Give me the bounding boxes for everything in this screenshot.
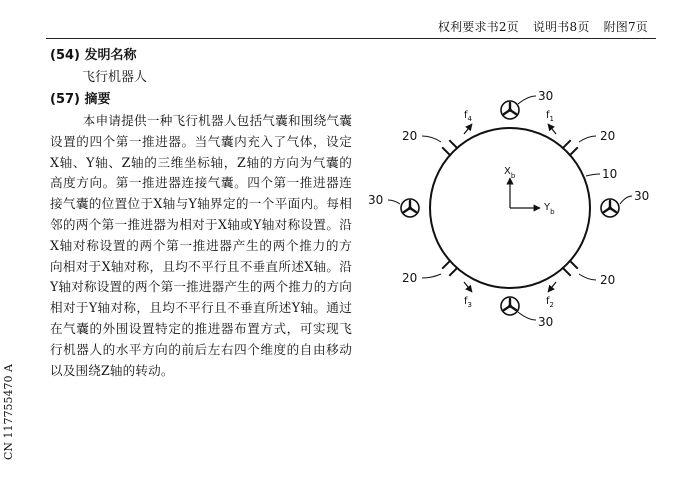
leader-line xyxy=(620,196,632,204)
force-arrow-f4 xyxy=(464,124,472,134)
robot-schematic-figure xyxy=(360,80,660,340)
drawings-pages: 附图7页 xyxy=(603,20,648,34)
claims-pages: 权利要求书2页 xyxy=(437,20,519,34)
fan-label: 30 xyxy=(538,89,554,103)
description-pages: 说明书8页 xyxy=(532,20,590,34)
invention-title: 飞行机器人 xyxy=(82,70,148,85)
x-axis-label: $X_b$ xyxy=(504,166,516,180)
publication-number: CN 117755470 A xyxy=(2,364,15,460)
leader-line xyxy=(422,274,441,278)
leader-line xyxy=(579,136,596,142)
fan-label: 30 xyxy=(634,189,650,203)
body-label: 10 xyxy=(602,167,618,181)
force-label-f3: $f_3$ xyxy=(464,296,472,309)
force-arrow-f1 xyxy=(548,124,556,134)
force-arrow-f3 xyxy=(464,282,472,292)
thruster-label: 20 xyxy=(402,271,418,285)
fan-label: 30 xyxy=(538,315,554,329)
leader-line xyxy=(518,312,536,320)
fan-icon xyxy=(501,101,519,119)
fan-icon xyxy=(401,199,419,217)
abstract-label: (57) 摘要 xyxy=(50,92,111,107)
thruster-icon xyxy=(562,140,578,156)
publication-meta xyxy=(428,18,648,35)
leader-line xyxy=(579,274,596,280)
force-label-f1: $f_1$ xyxy=(546,110,554,123)
thruster-label: 20 xyxy=(600,273,616,287)
abstract-text: 本申请提供一种飞行机器人包括气囊和围绕气囊设置的四个第一推进器。当气囊内充入了气体，设定X轴、Y轴、Z轴的三维坐标轴，Z轴的方向为气囊的高度方向。第一推进器连接气囊。四个第一推进器连接气囊的位置位于X轴与Y轴界定的一个平面内。每相邻的两个第一推进器为相对于X轴或Y轴对称设置。沿X轴对称设置的两个第一推进器产生的两个推力的方向相对于X轴对称，且均不平行且不垂直所述X轴。沿Y轴对称设置的两个第一推进器产生的两个推力的方向相对于Y轴对称，且均不平行且不垂直所述Y轴。通过在气囊的外围设置特定的推进器布置方式，可实现飞行机器人的水平方向的前后左右四个维度的自由移动以及围绕Z轴的转动。 xyxy=(50,113,352,378)
header-rule xyxy=(46,38,656,39)
leader-line xyxy=(518,96,536,104)
thruster-label: 20 xyxy=(600,129,616,143)
force-label-f4: $f_4$ xyxy=(464,110,472,123)
invention-title-label: (54) 发明名称 xyxy=(50,48,137,63)
force-label-f2: $f_2$ xyxy=(546,296,554,309)
leader-line xyxy=(422,136,441,142)
force-arrow-f2 xyxy=(548,282,556,292)
thruster-label: 20 xyxy=(402,129,418,143)
fan-icon xyxy=(501,297,519,315)
leader-line xyxy=(388,200,400,204)
y-axis-label: $Y_b$ xyxy=(544,202,555,216)
thruster-icon xyxy=(442,140,458,156)
fan-label: 30 xyxy=(368,193,384,207)
leader-line xyxy=(586,174,600,176)
fan-icon xyxy=(601,199,619,217)
thruster-icon xyxy=(442,260,458,276)
thruster-icon xyxy=(562,260,578,276)
